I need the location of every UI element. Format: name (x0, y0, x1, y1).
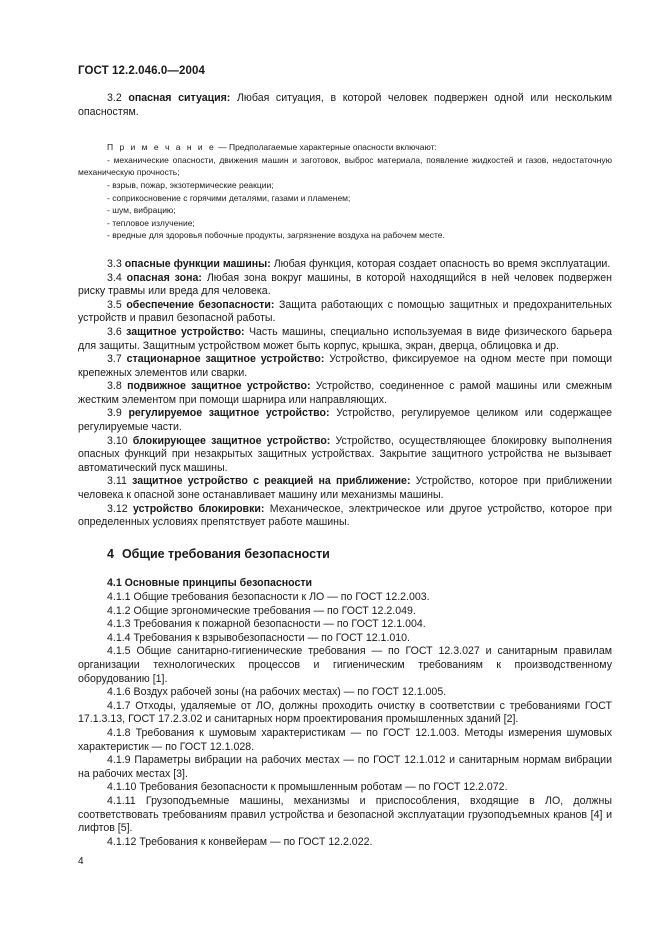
definition-text: Устройство, соединенное с рамой машины или смежным жестким элементом при помощи шарнира или направляющих. (78, 380, 613, 406)
definitions-group-a (78, 92, 612, 119)
note-item: - соприкосновение с горячими деталями, газами и пламенем; (107, 192, 351, 203)
requirements-list (78, 591, 612, 849)
requirement-item: 4.1.3 Требования к пожарной безопасности — по ГОСТ 12.1.004. (107, 618, 426, 631)
note-item: - взрыв, пожар, экзотермические реакции; (107, 179, 274, 190)
note-item: - вредные для здоровья побочные продукты, загрязнение воздуха на рабочем месте. (107, 230, 445, 241)
definition-text: Устройство, осуществляющее блокировку выполнения опасных функций при незакрытых защитных устройствах. Закрытие защитного устройства не вызывает автоматический пуск машины. (78, 434, 612, 474)
definition-paragraph (78, 299, 612, 326)
definition-text: Устройство, регулируемое целиком или содержащее регулируемые части. (78, 407, 612, 434)
definition-paragraph (78, 258, 612, 272)
definition-text: Любая функция, которая создает опасность во время эксплуатации. (273, 257, 611, 270)
clause-number: 3.11 (107, 475, 127, 488)
definition-paragraph (78, 475, 612, 502)
definition-text: Устройство, фиксируемое на одном месте при помощи крепежных элементов или сварки. (78, 353, 612, 379)
section-heading (107, 548, 612, 562)
definition-text: Любая ситуация, в которой человек подвержен одной или нескольким опасностям. (78, 92, 612, 118)
note-intro-line (78, 141, 612, 154)
clause-number: 3.12 (107, 502, 128, 515)
term: регулируемое защитное устройство: (128, 407, 330, 420)
requirement-item: 4.1.11 Грузоподъемные машины, механизмы и приспособления, входящие в ЛО, должны соответствовать требованиям правил устройства и безопасной эксплуатации грузоподъемных кранов [4] и лифтов [5]. (78, 794, 612, 835)
definition-paragraph (78, 503, 612, 530)
document-header: ГОСТ 12.2.046.0—2004 (78, 65, 205, 77)
requirement-item: 4.1.7 Отходы, удаляемые от ЛО, должны проходить очистку в соответствии с требованиями ГОСТ 17.1.3.13, ГОСТ 17.2.3.02 и санитарных норм проектирования промышленных зданий [2]. (78, 699, 612, 726)
note-intro: — Предполагаемые характерные опасности включают: (215, 142, 437, 153)
definition-paragraph (78, 353, 612, 380)
requirement-item: 4.1.8 Требования к шумовым характеристикам — по ГОСТ 12.1.003. Методы измерения шумовых характеристик — по ГОСТ 12.1.028. (78, 726, 612, 753)
clause-number: 3.9 (107, 407, 122, 420)
definition-paragraph (78, 435, 612, 476)
definition-paragraph (78, 407, 612, 434)
term: опасная ситуация: (128, 92, 231, 104)
clause-number: 3.3 (107, 257, 122, 270)
content (78, 92, 612, 849)
definition-paragraph (78, 272, 612, 299)
requirement-item: 4.1.4 Требования к взрывобезопасности — по ГОСТ 12.1.010. (107, 631, 411, 644)
note-item: - механические опасности, движения машин и заготовок, выброс материала, появление жидкостей и газов, недостаточную механическую прочность; (78, 154, 612, 178)
clause-number: 3.10 (107, 434, 128, 447)
definition-paragraph (78, 380, 612, 407)
requirement-item: 4.1.2 Общие эргономические требования — по ГОСТ 12.2.049. (107, 604, 416, 617)
clause-number: 3.5 (107, 298, 122, 311)
term: защитное устройство: (126, 325, 245, 338)
term: опасные функции машины: (124, 257, 271, 270)
clause-number: 3.2 (107, 92, 122, 104)
definition-text: Механическое, электрическое или другое устройство, которое при определенных условиях препятствует работе машины. (78, 502, 613, 529)
note-label: П р и м е ч а н и е (107, 142, 216, 153)
term: устройство блокировки: (133, 502, 265, 515)
clause-number: 3.7 (107, 353, 122, 366)
definitions-group-b (78, 258, 612, 530)
note-item: - тепловое излучение; (107, 217, 195, 228)
definition-text: Часть машины, специально используемая в виде физического барьера для защиты. Защитным устройством может быть корпус, крышка, экран, дверца, облицовка и др. (78, 325, 612, 352)
requirement-item: 4.1.9 Параметры вибрации на рабочих местах — по ГОСТ 12.1.012 и санитарным нормам вибрации на рабочих местах [3]. (78, 754, 612, 780)
note-block (78, 141, 612, 242)
definition-paragraph (78, 92, 612, 119)
clause-number: 3.6 (107, 325, 122, 338)
term: блокирующее защитное устройство: (132, 434, 331, 447)
requirement-item: 4.1.5 Общие санитарно-гигиенические требования — по ГОСТ 12.3.027 и санитарным правилам организации технологических процессов и гигиеническим требованиям к производственному оборудованию [1]. (78, 645, 612, 685)
section-number: 4 (107, 546, 114, 561)
term: защитное устройство с реакцией на приближение: (132, 475, 411, 488)
clause-number: 3.4 (107, 271, 122, 284)
note-item: - шум, вибрацию; (107, 205, 176, 216)
requirement-item: 4.1.6 Воздух рабочей зоны (на рабочих местах) — по ГОСТ 12.1.005. (107, 686, 447, 699)
requirement-item: 4.1.1 Общие требования безопасности к ЛО — по ГОСТ 12.2.003. (107, 591, 430, 603)
term: подвижное защитное устройство: (127, 380, 311, 393)
definition-text: Защита работающих с помощью защитных и предохранительных устройств и правил безопасной работы. (78, 298, 612, 325)
definition-text: Устройство, которое при приближении человека к опасной зоне останавливает машину или механизмы машины. (78, 475, 612, 502)
page-number: 4 (78, 856, 84, 867)
clause-number: 3.8 (107, 380, 122, 393)
requirement-item: 4.1.10 Требования безопасности к промышленным роботам — по ГОСТ 12.2.072. (107, 781, 508, 794)
definition-text: Любая зона вокруг машины, в которой находящийся в ней человек подвержен риску травмы или вреда для человека. (78, 271, 612, 298)
term: стационарное защитное устройство: (126, 353, 325, 366)
term: обеспечение безопасности: (126, 298, 275, 311)
note-items (78, 154, 612, 242)
requirement-item: 4.1.12 Требования к конвейерам — по ГОСТ 12.2.022. (107, 835, 373, 848)
definition-paragraph (78, 326, 612, 353)
section-title: Общие требования безопасности (121, 546, 330, 561)
subsection-heading: 4.1 Основные принципы безопасности (107, 577, 313, 590)
term: опасная зона: (126, 271, 202, 284)
